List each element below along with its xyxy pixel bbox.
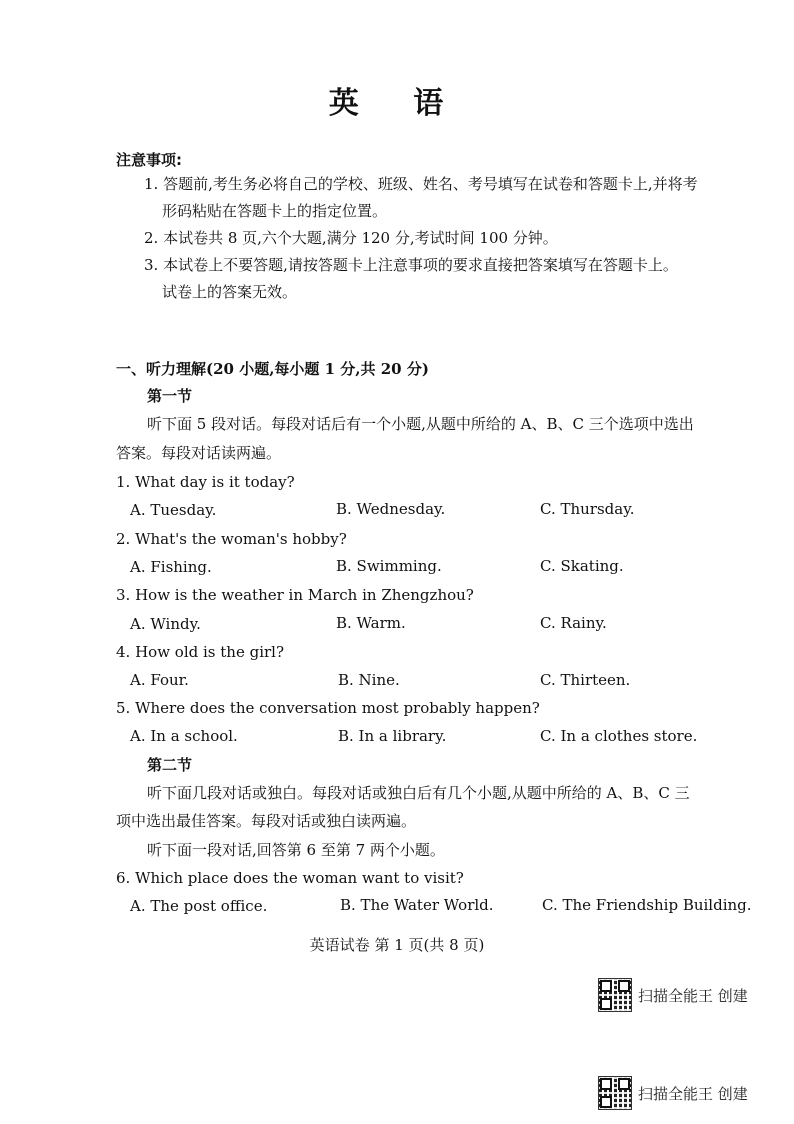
part2-sub-instruction: 听下面一段对话,回答第 6 至第 7 两个小题。 (147, 841, 445, 859)
q4-option-b: B. Nine. (338, 671, 400, 689)
notice-item-3: 3. 本试卷上不要答题,请按答题卡上注意事项的要求直接把答案填写在答题卡上。 (144, 256, 678, 274)
part2-instructions-1: 听下面几段对话或独白。每段对话或独白后有几个小题,从题中所给的 A、B、C 三 (147, 784, 690, 802)
q4-option-c: C. Thirteen. (540, 671, 631, 689)
notice-item-3-cont: 试卷上的答案无效。 (162, 283, 298, 301)
notice-item-2: 2. 本试卷共 8 页,六个大题,满分 120 分,考试时间 100 分钟。 (144, 229, 558, 247)
q5-option-c: C. In a clothes store. (540, 727, 698, 745)
q6-option-a: A. The post office. (130, 897, 268, 915)
q6-option-c: C. The Friendship Building. (542, 896, 752, 914)
q1-option-c: C. Thursday. (540, 500, 635, 518)
question-1: 1. What day is it today? (116, 473, 295, 491)
q4-option-a: A. Four. (130, 671, 189, 689)
scanner-text-2: 扫描全能王 创建 (638, 1084, 748, 1103)
q5-option-a: A. In a school. (130, 727, 238, 745)
page-footer: 英语试卷 第 1 页(共 8 页) (309, 936, 485, 954)
q3-option-c: C. Rainy. (540, 614, 607, 632)
q1-option-b: B. Wednesday. (336, 500, 446, 518)
q3-option-b: B. Warm. (336, 614, 406, 632)
notice-item-1-cont: 形码粘贴在答题卡上的指定位置。 (162, 202, 388, 220)
part2-instructions-2: 项中选出最佳答案。每段对话或独白读两遍。 (116, 812, 417, 830)
scanner-watermark-2 (598, 1076, 748, 1110)
scanner-watermark-1 (598, 978, 748, 1012)
question-5: 5. Where does the conversation most probably happen? (116, 699, 540, 717)
part1-instructions-2: 答案。每段对话读两遍。 (116, 444, 282, 462)
q5-option-b: B. In a library. (338, 727, 447, 745)
notice-item-1: 1. 答题前,考生务必将自己的学校、班级、姓名、考号填写在试卷和答题卡上,并将考 (144, 175, 698, 193)
part2-label: 第二节 (147, 756, 193, 774)
scanner-text-1: 扫描全能王 创建 (638, 986, 748, 1005)
part1-label: 第一节 (147, 387, 193, 405)
question-3: 3. How is the weather in March in Zhengzhou? (116, 586, 474, 604)
q2-option-c: C. Skating. (540, 557, 624, 575)
section1-heading: 一、听力理解(20 小题,每小题 1 分,共 20 分) (116, 360, 429, 378)
q6-option-b: B. The Water World. (340, 896, 494, 914)
notice-heading: 注意事项: (116, 151, 182, 169)
part1-instructions-1: 听下面 5 段对话。每段对话后有一个小题,从题中所给的 A、B、C 三个选项中选出 (147, 415, 694, 433)
question-4: 4. How old is the girl? (116, 643, 285, 661)
q2-option-a: A. Fishing. (130, 558, 212, 576)
q2-option-b: B. Swimming. (336, 557, 442, 575)
question-6: 6. Which place does the woman want to visit? (116, 869, 464, 887)
page-title: 英 语 (328, 86, 466, 121)
qr-code-icon (598, 1076, 632, 1110)
q3-option-a: A. Windy. (130, 615, 201, 633)
q1-option-a: A. Tuesday. (130, 501, 217, 519)
qr-code-icon (598, 978, 632, 1012)
question-2: 2. What's the woman's hobby? (116, 530, 347, 548)
